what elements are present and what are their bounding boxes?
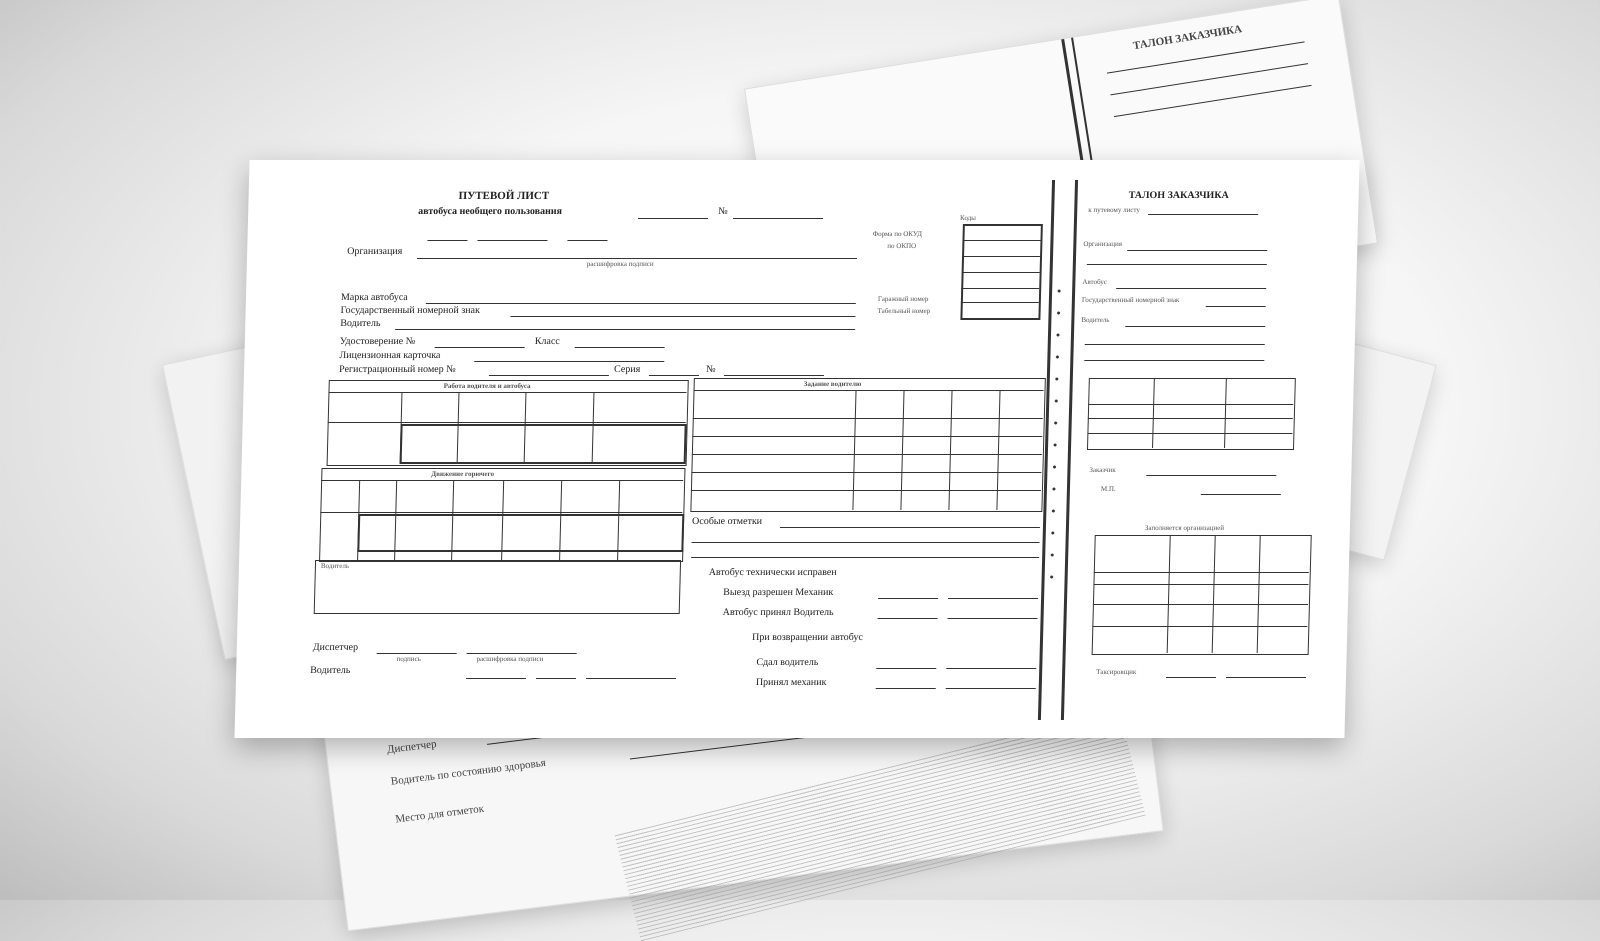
stub-mp-label: М.П. xyxy=(1100,485,1116,493)
task-section-title: Задание водителю xyxy=(803,380,862,388)
bus-ok-label: Автобус технически исправен xyxy=(708,567,837,578)
form-number-label: № xyxy=(718,206,728,217)
back-sheet-driver: Водитель по состоянию здоровья xyxy=(390,756,547,788)
notes-label: Особые отметки xyxy=(691,516,763,527)
stub-accounting-label: Таксировщик xyxy=(1096,668,1137,676)
dispatcher-name-hint: расшифровка подписи xyxy=(476,655,544,663)
organization-hint: расшифровка подписи xyxy=(586,260,654,268)
bus-brand-label: Марка автобуса xyxy=(340,292,408,303)
stub-customer-section: Заполняется организацией xyxy=(1144,524,1225,532)
license-label: Удостоверение № xyxy=(339,336,416,347)
task-table xyxy=(690,378,1046,512)
driver-receipt-label: Водитель xyxy=(320,562,350,570)
stub-sign-label: Заказчик xyxy=(1089,466,1116,474)
form-subtitle: автобуса необщего пользования xyxy=(418,206,563,217)
reg-number-label: Регистрационный номер № xyxy=(338,364,456,375)
okud-label: Форма по ОКУД xyxy=(872,230,923,238)
stub-table-top xyxy=(1087,378,1296,450)
exit-allowed-label: Выезд разрешен Механик xyxy=(723,587,834,598)
handed-driver-label: Сдал водитель xyxy=(756,657,819,668)
license-card-label: Лицензионная карточка xyxy=(339,350,441,361)
driver-label: Водитель xyxy=(340,318,381,329)
waybill-form xyxy=(234,160,1359,738)
dispatcher-sign-hint: подпись xyxy=(396,655,422,663)
organization-label: Организация xyxy=(347,246,403,257)
series-number-label: № xyxy=(705,364,716,375)
codes-header: Коды xyxy=(959,214,977,222)
back-sheet-top-title: ТАЛОН ЗАКАЗЧИКА xyxy=(1132,23,1243,53)
accepted-label: Автобус принял Водитель xyxy=(722,607,834,618)
stub-table-bottom xyxy=(1092,535,1312,655)
personnel-number-label: Табельный номер xyxy=(877,307,931,315)
work-table-fill-area xyxy=(400,424,687,464)
okpo-label: по ОКПО xyxy=(887,242,917,250)
tear-line-right xyxy=(1061,180,1078,720)
accepted-mechanic-label: Принял механик xyxy=(755,677,827,688)
license-class-label: Класс xyxy=(534,336,560,347)
fuel-table-fill-area xyxy=(357,514,684,552)
reg-plate-label: Государственный номерной знак xyxy=(340,305,481,316)
stub-title: ТАЛОН ЗАКАЗЧИКА xyxy=(1128,190,1229,201)
back-sheet-note: Место для отметок xyxy=(394,802,485,826)
driver-health-label: Водитель xyxy=(310,665,351,676)
work-section-title: Работа водителя и автобуса xyxy=(443,382,531,390)
back-sheet-dispatcher: Диспетчер xyxy=(386,738,438,757)
stub-reg-label: Государственный номерной знак xyxy=(1081,296,1180,304)
garage-number-label: Гаражный номер xyxy=(877,295,929,303)
stub-number-label: к путевому листу xyxy=(1088,206,1141,214)
stub-bus-label: Автобус xyxy=(1082,278,1108,286)
series-label: Серия xyxy=(613,364,641,375)
returned-label: При возвращении автобус xyxy=(751,632,864,643)
stub-driver-label: Водитель xyxy=(1081,316,1110,324)
fuel-section-title: Движение горючего xyxy=(431,470,495,478)
stub-customer-label: Организация xyxy=(1083,240,1123,248)
dispatcher-label: Диспетчер xyxy=(312,642,359,653)
driver-receipt-box xyxy=(314,560,681,614)
form-title: ПУТЕВОЙ ЛИСТ xyxy=(458,190,550,202)
